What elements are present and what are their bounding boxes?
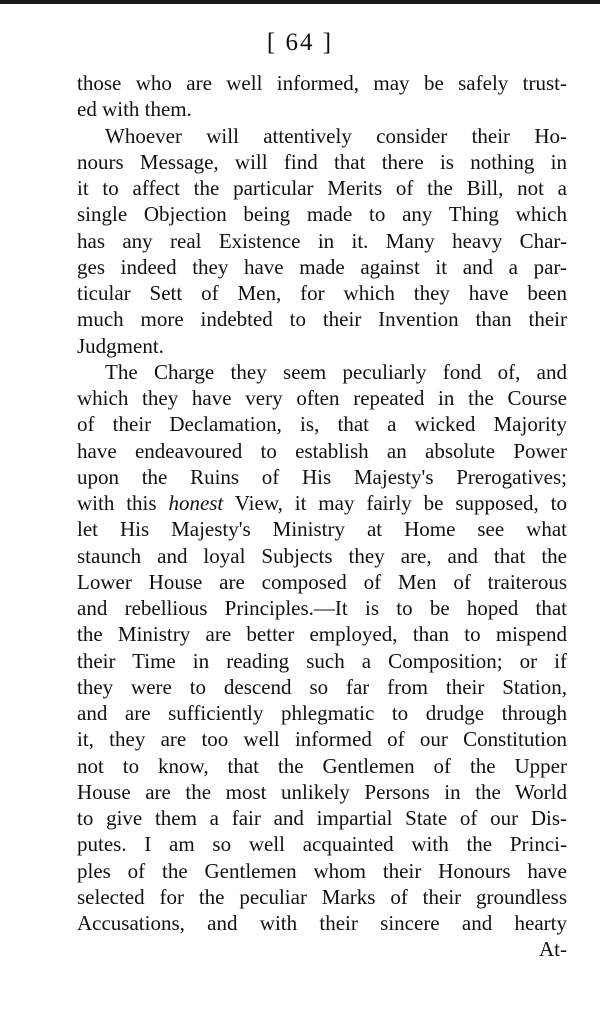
text-line: not to know, that the Gentlemen of the Upper: [77, 753, 567, 778]
text-line: Judgment.: [77, 333, 164, 358]
text-line: and rebellious Principles.—It is to be hoped that: [77, 596, 567, 620]
text-line: and are sufficiently phlegmatic to drudge through: [77, 701, 567, 725]
text-line: upon the Ruins of His Majesty's Prerogatives;: [77, 464, 567, 489]
text-line: single Objection being made to any Thing which: [77, 202, 567, 227]
text-line: of their Declamation, is, that a wicked Majority: [77, 412, 567, 437]
text-line: to give them a fair and impartial State of our Dis-: [77, 806, 567, 830]
text-line: those who are well informed, may be safely trust-: [77, 71, 567, 95]
text-line: which they have very often repeated in the Course: [77, 386, 567, 410]
text-line: putes. I am so well acquainted with the Princi-: [77, 832, 567, 857]
text-line: nours Message, will find that there is nothing in: [77, 149, 567, 174]
text-line: it to affect the particular Merits of the Bill, not a: [77, 176, 567, 200]
text-line: their Time in reading such a Composition; or if: [77, 648, 567, 673]
text-line: Accusations, and with their sincere and hearty: [77, 911, 567, 935]
paragraph-start-line: Whoever will attentively consider their Ho-: [105, 123, 567, 148]
line-16-after: View, it may fairly be supposed, to: [223, 491, 567, 515]
paragraph-start-line: The Charge they seem peculiarly fond of, and: [105, 359, 567, 384]
catchword: At-: [539, 937, 567, 962]
text-line: have endeavoured to establish an absolute Power: [77, 438, 567, 463]
text-line: has any real Existence in it. Many heavy Char-: [77, 228, 567, 253]
body-text: [77, 70, 567, 963]
italic-word: honest: [168, 491, 224, 515]
top-rule: [0, 0, 600, 4]
text-line: it, they are too well informed of our Constitution: [77, 727, 567, 752]
text-line: they were to descend so far from their Station,: [77, 674, 567, 699]
text-line: selected for the peculiar Marks of their groundless: [77, 884, 567, 909]
line-16-before: with this: [77, 491, 169, 515]
text-line: ticular Sett of Men, for which they have been: [77, 281, 567, 305]
text-line: ges indeed they have made against it and a par-: [77, 254, 567, 279]
text-line: ed with them.: [77, 97, 192, 122]
page-header: [ 64 ]: [266, 29, 334, 56]
text-line: House are the most unlikely Persons in the World: [77, 779, 567, 804]
text-line: the Ministry are better employed, than to mispend: [77, 622, 567, 647]
text-line: ples of the Gentlemen whom their Honours have: [77, 858, 567, 883]
text-line: staunch and loyal Subjects they are, and that the: [77, 543, 567, 568]
text-line: Lower House are composed of Men of traiterous: [77, 569, 567, 594]
text-line-with-italic: [77, 490, 567, 516]
text-line: let His Majesty's Ministry at Home see what: [77, 517, 567, 542]
text-line: much more indebted to their Invention than their: [77, 307, 567, 332]
